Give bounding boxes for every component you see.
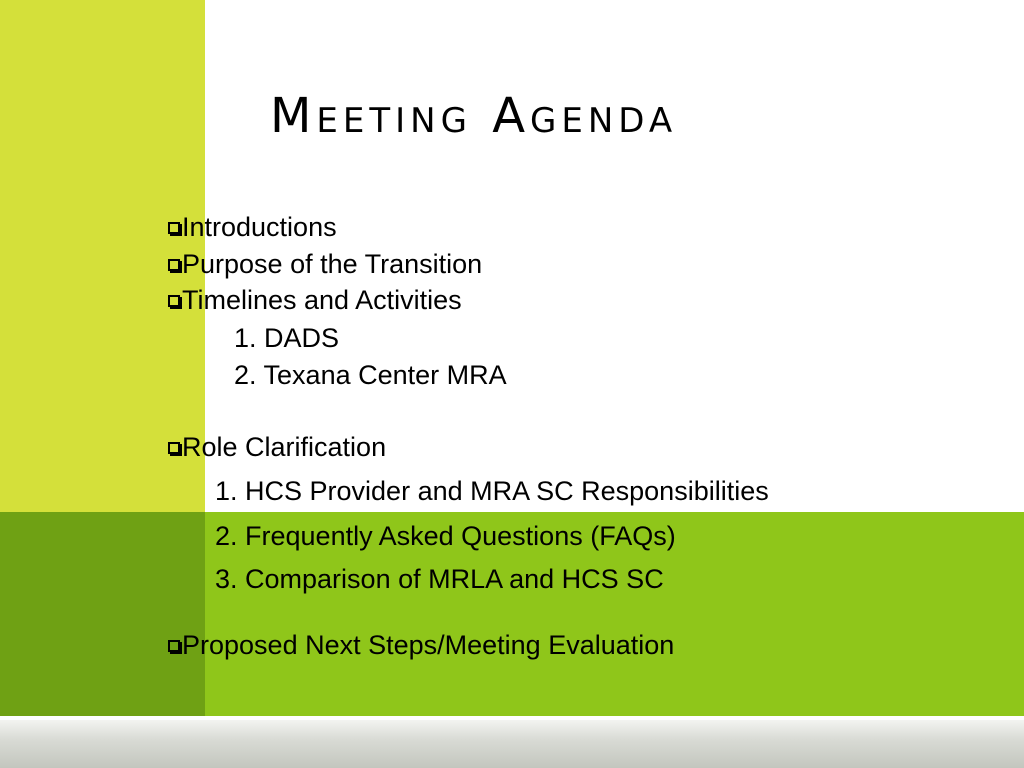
checkbox-bullet-icon	[168, 222, 180, 234]
left-accent-bar-dark	[0, 512, 205, 716]
agenda-item-label: Role Clarification	[182, 432, 387, 462]
agenda-item-timelines	[168, 287, 462, 314]
agenda-item-role-clarification	[168, 434, 386, 461]
sub-item-hcs-provider: 1. HCS Provider and MRA SC Responsibilities	[215, 476, 769, 506]
agenda-item-label: Timelines and Activities	[182, 285, 462, 315]
sub-item-faqs: 2. Frequently Asked Questions (FAQs)	[215, 521, 676, 551]
sub-item-comparison: 3. Comparison of MRLA and HCS SC	[215, 564, 664, 594]
sub-item-dads: 1. DADS	[234, 323, 340, 353]
agenda-item-label: Introductions	[182, 212, 337, 242]
checkbox-bullet-icon	[168, 295, 180, 307]
checkbox-bullet-icon	[168, 640, 180, 652]
agenda-item-next-steps	[168, 632, 674, 659]
checkbox-bullet-icon	[168, 442, 180, 454]
sub-item-texana: 2. Texana Center MRA	[234, 360, 507, 390]
checkbox-bullet-icon	[168, 259, 180, 271]
agenda-item-label: Purpose of the Transition	[182, 249, 483, 279]
slide-title: Meeting Agenda	[270, 88, 678, 144]
agenda-item-label: Proposed Next Steps/Meeting Evaluation	[182, 630, 675, 660]
agenda-item-purpose	[168, 251, 482, 278]
agenda-item-introductions	[168, 214, 337, 241]
footer-gradient	[0, 720, 1024, 768]
